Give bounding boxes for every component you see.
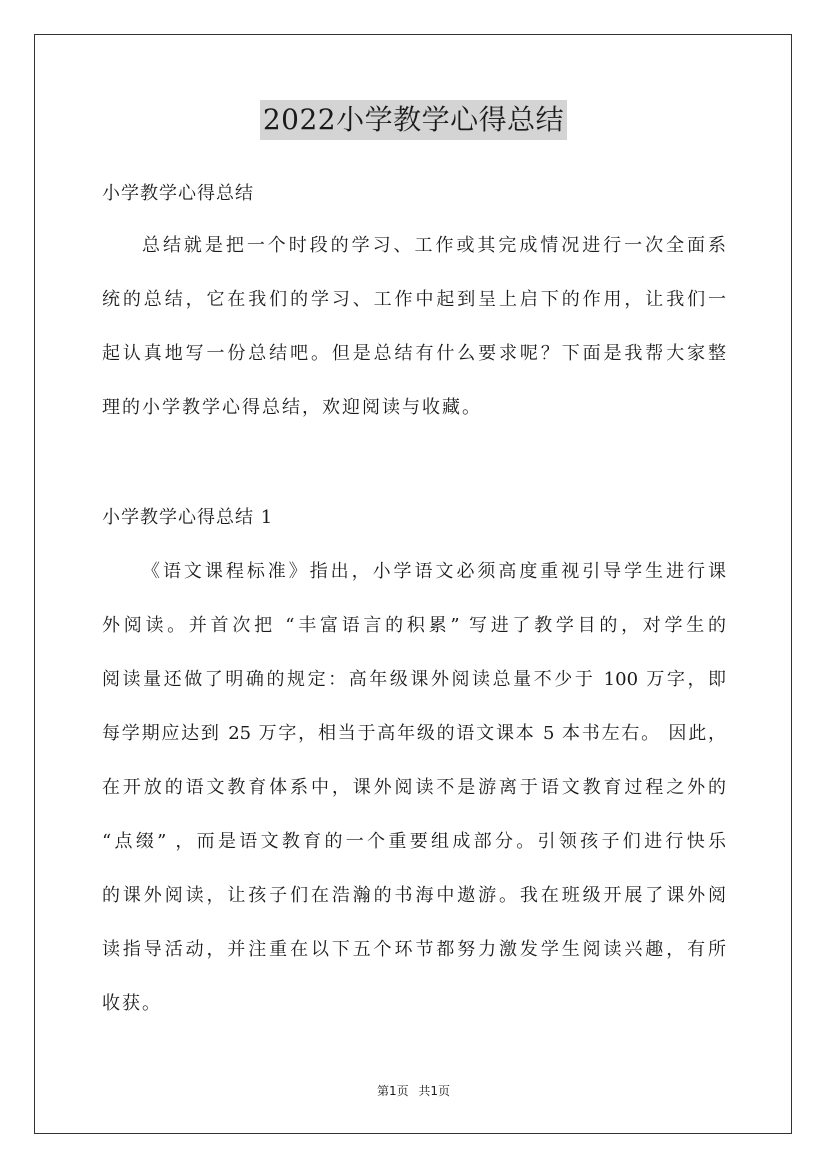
paragraph-line: 收获。 [102, 993, 162, 1014]
paragraph-line: 阅读量还做了明确的规定：高年级课外阅读总量不少于 100 万字，即 [102, 669, 726, 690]
paragraph-line: 《语文课程标准》指出，小学语文必须高度重视引导学生进行课 [142, 561, 726, 582]
section-heading: 小学教学心得总结 [102, 183, 254, 204]
body-paragraph [102, 545, 726, 1031]
intro-paragraph [102, 219, 726, 435]
paragraph-line: 理的小学教学心得总结，欢迎阅读与收藏。 [102, 397, 482, 418]
page-footer: 第1页 共1页 [376, 1084, 451, 1098]
paragraph-line: 的课外阅读，让孩子们在浩瀚的书海中遨游。我在班级开展了课外阅 [102, 885, 726, 906]
paragraph-line: 起认真地写一份总结吧。但是总结有什么要求呢？下面是我帮大家整 [102, 343, 726, 364]
paragraph-line: 外阅读。并首次把 “丰富语言的积累” 写进了教学目的，对学生的 [102, 615, 726, 636]
document-title: 2022小学教学心得总结 [260, 100, 567, 140]
subheading: 小学教学心得总结 1 [102, 507, 274, 528]
paragraph-line: 每学期应达到 25 万字，相当于高年级的语文课本 5 本书左右。 因此， [102, 723, 726, 744]
paragraph-line: 总结就是把一个时段的学习、工作或其完成情况进行一次全面系 [142, 235, 726, 256]
paragraph-line: “点缀” ，而是语文教育的一个重要组成部分。引领孩子们进行快乐 [102, 831, 726, 852]
paragraph-line: 在开放的语文教育体系中，课外阅读不是游离于语文教育过程之外的 [102, 777, 726, 798]
title-container [0, 100, 827, 140]
paragraph-line: 统的总结，它在我们的学习、工作中起到呈上启下的作用，让我们一 [102, 289, 726, 310]
paragraph-line: 读指导活动，并注重在以下五个环节都努力激发学生阅读兴趣，有所 [102, 939, 726, 960]
